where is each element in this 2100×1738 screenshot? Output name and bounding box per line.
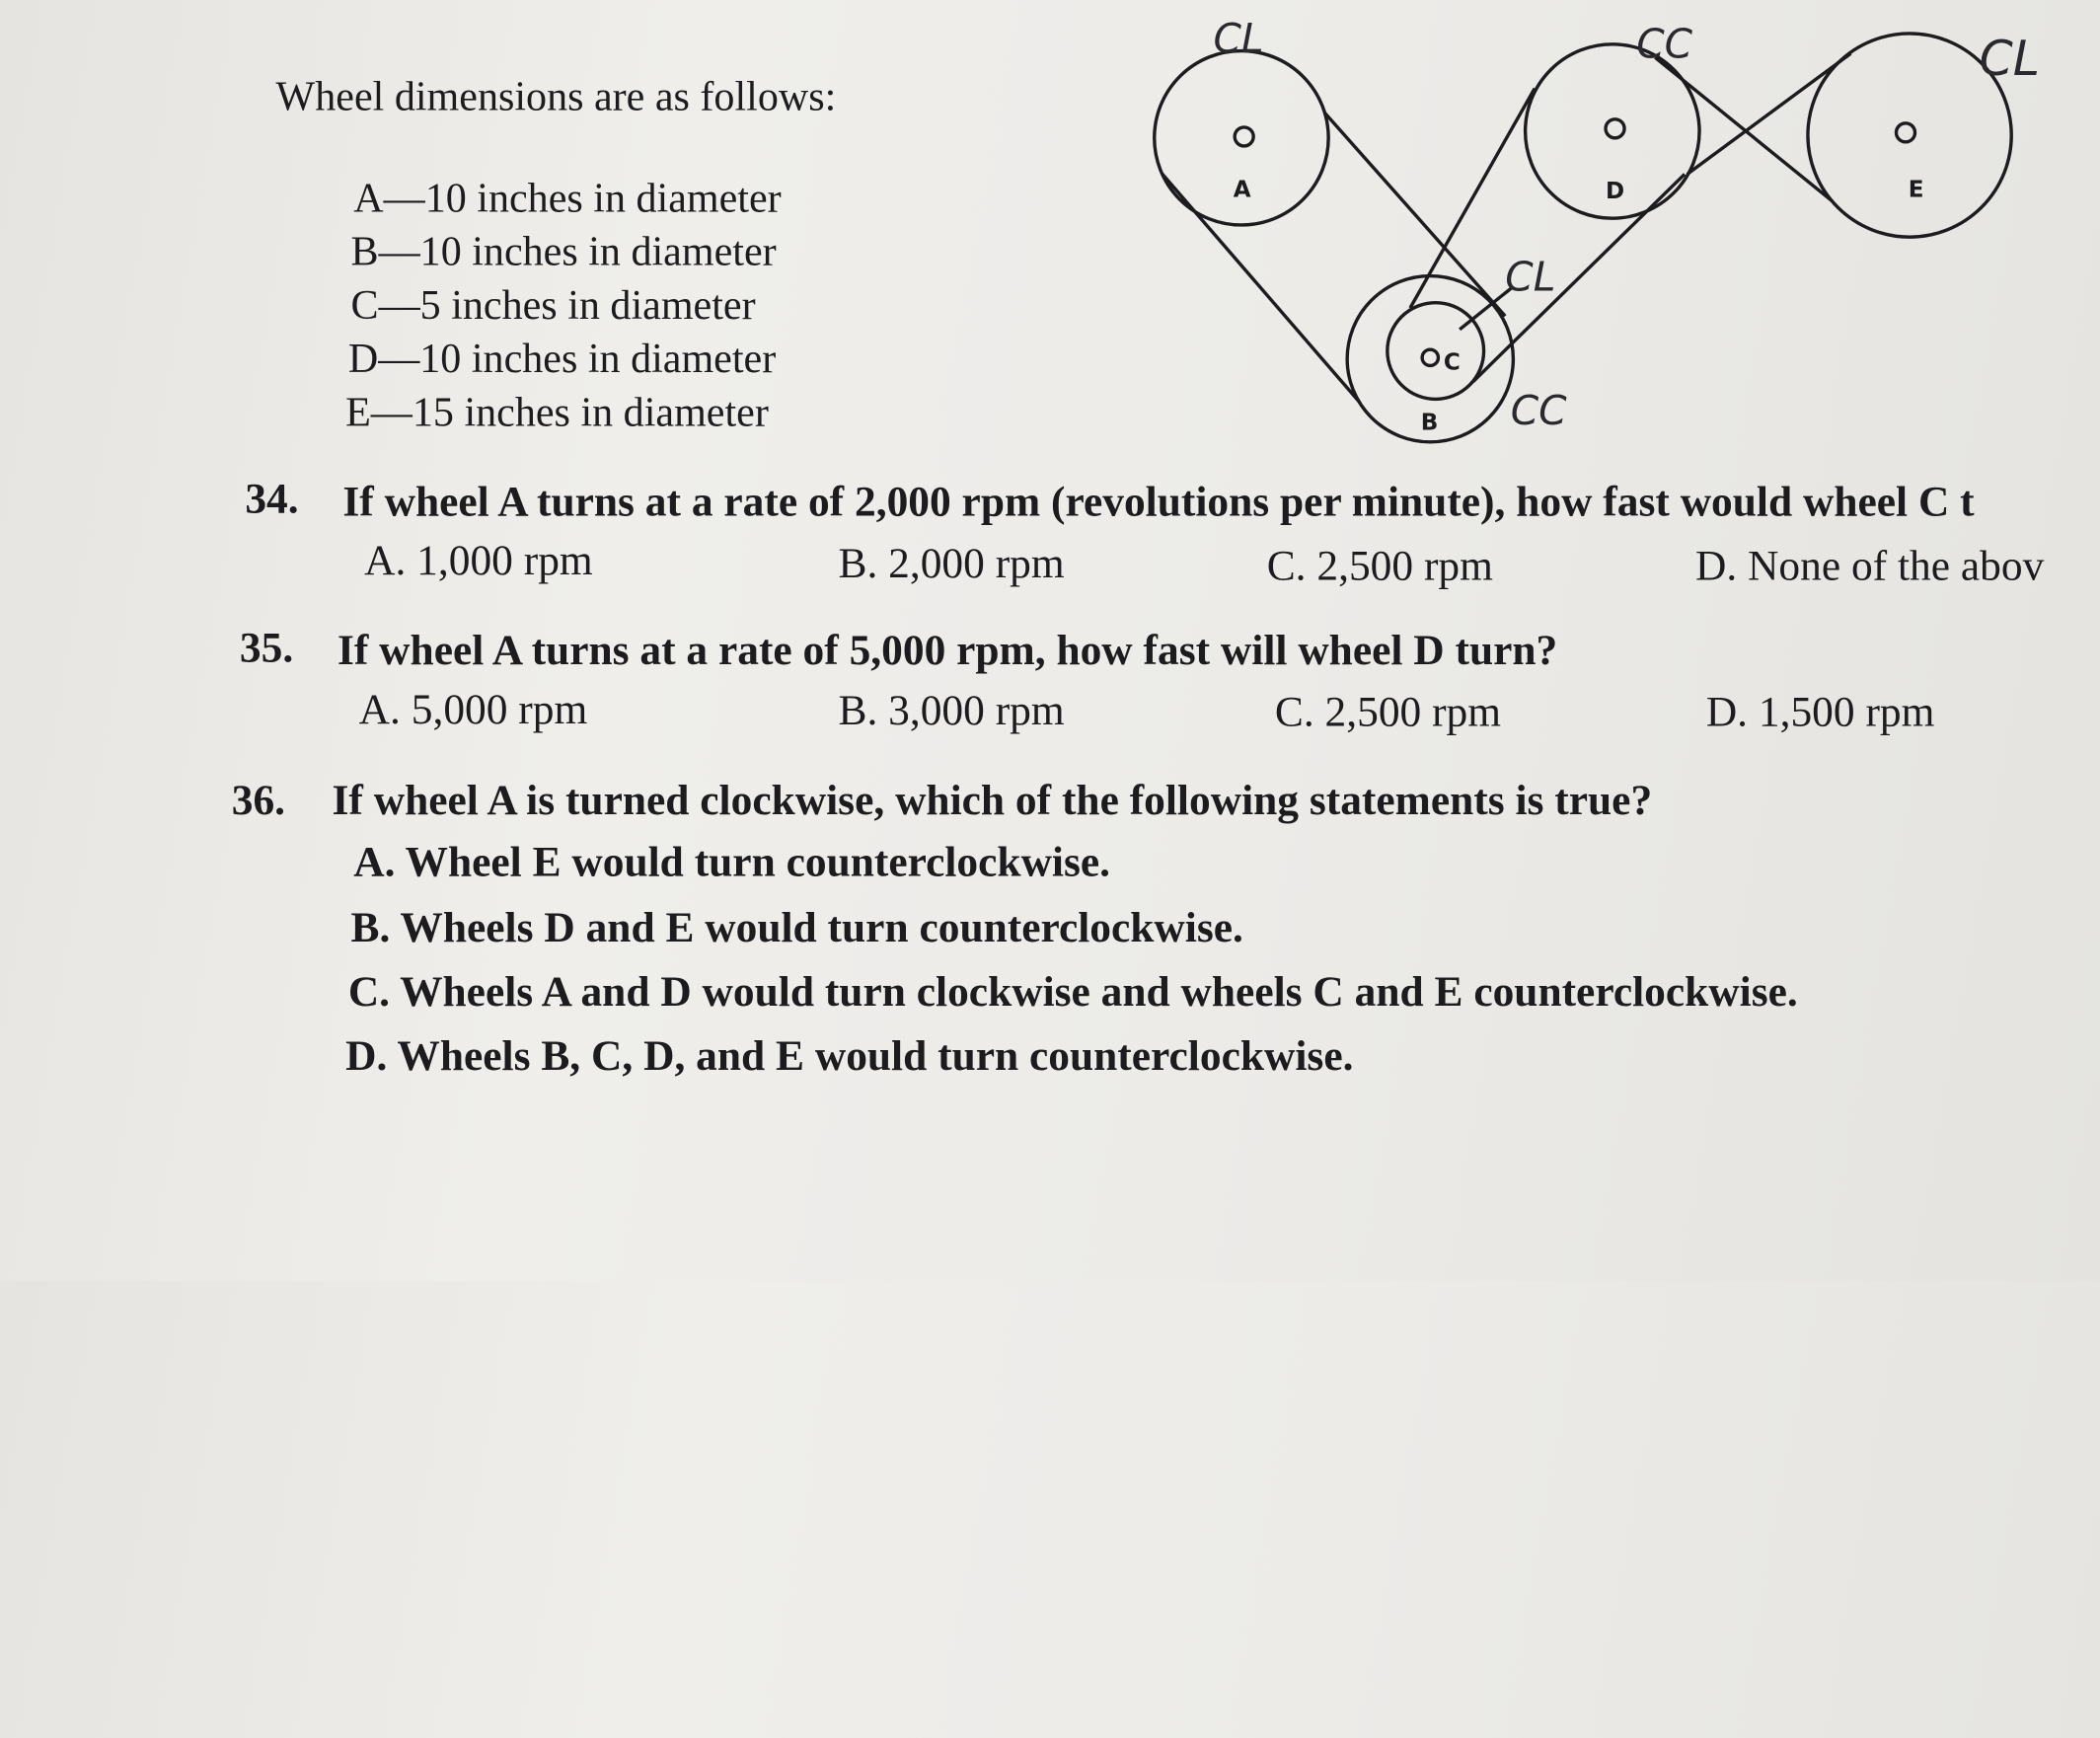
belt-d-e-cross-2 <box>1688 53 1851 174</box>
question-35-text: If wheel A turns at a rate of 5,000 rpm, how fast will wheel D turn? <box>337 625 1558 674</box>
intro-text: Wheel dimensions are as follows: <box>275 72 837 119</box>
handwritten-e: CL <box>1979 32 2040 88</box>
wheel-label-a: A <box>1233 177 1251 203</box>
axle-e <box>1897 123 1915 142</box>
wheel-label-b: B <box>1420 410 1439 436</box>
question-36-option-b[interactable]: B. Wheels D and E would turn counterclockwise. <box>350 902 1243 951</box>
dimension-c: C—5 inches in diameter <box>350 280 756 329</box>
dimension-e: E—15 inches in diameter <box>345 388 769 436</box>
handwritten-c: CL <box>1505 254 1556 302</box>
belt-a-b-outer <box>1162 174 1359 402</box>
wheel-label-d: D <box>1606 178 1625 204</box>
pulley-diagram <box>0 0 2100 536</box>
question-34-option-c[interactable]: C. 2,500 rpm <box>1266 541 1493 590</box>
question-36-option-a[interactable]: A. Wheel E would turn counterclockwise. <box>353 837 1111 885</box>
question-36-option-c[interactable]: C. Wheels A and D would turn clockwise and wheels C and E counterclockwise. <box>347 966 1798 1016</box>
wheel-label-c: C <box>1443 349 1461 376</box>
axle-d <box>1606 119 1624 138</box>
question-35-option-c[interactable]: C. 2,500 rpm <box>1274 687 1502 735</box>
question-35-option-a[interactable]: A. 5,000 rpm <box>358 684 588 733</box>
question-36-option-d[interactable]: D. Wheels B, C, D, and E would turn counterclockwise. <box>345 1030 1354 1080</box>
question-35-option-b[interactable]: B. 3,000 rpm <box>838 685 1065 734</box>
question-35-option-d[interactable]: D. 1,500 rpm <box>1705 687 1935 735</box>
belt-d-e-cross-1 <box>1655 57 1832 200</box>
dimension-a: A—10 inches in diameter <box>353 174 782 221</box>
handwritten-d: CC <box>1636 21 1693 69</box>
question-34-number: 34. <box>245 474 299 523</box>
question-34-option-a[interactable]: A. 1,000 rpm <box>364 535 593 584</box>
wheel-label-e: E <box>1908 177 1924 203</box>
axle-c <box>1422 349 1438 365</box>
question-35-number: 35. <box>239 623 294 671</box>
question-34-text: If wheel A turns at a rate of 2,000 rpm (revolutions per minute), how fast would wheel C t <box>342 477 1975 525</box>
dimension-d: D—10 inches in diameter <box>347 335 777 382</box>
question-36-number: 36. <box>231 775 286 824</box>
belt-a-b-inner <box>1324 113 1505 316</box>
axle-a <box>1235 127 1253 146</box>
dimension-b: B—10 inches in diameter <box>350 227 777 275</box>
handwritten-b: CC <box>1510 388 1567 436</box>
question-34-option-d[interactable]: D. None of the abov <box>1694 541 2045 590</box>
handwritten-a: CL <box>1213 16 1264 63</box>
question-34-option-b[interactable]: B. 2,000 rpm <box>838 538 1065 587</box>
question-36-text: If wheel A is turned clockwise, which of the following statements is true? <box>332 775 1653 824</box>
